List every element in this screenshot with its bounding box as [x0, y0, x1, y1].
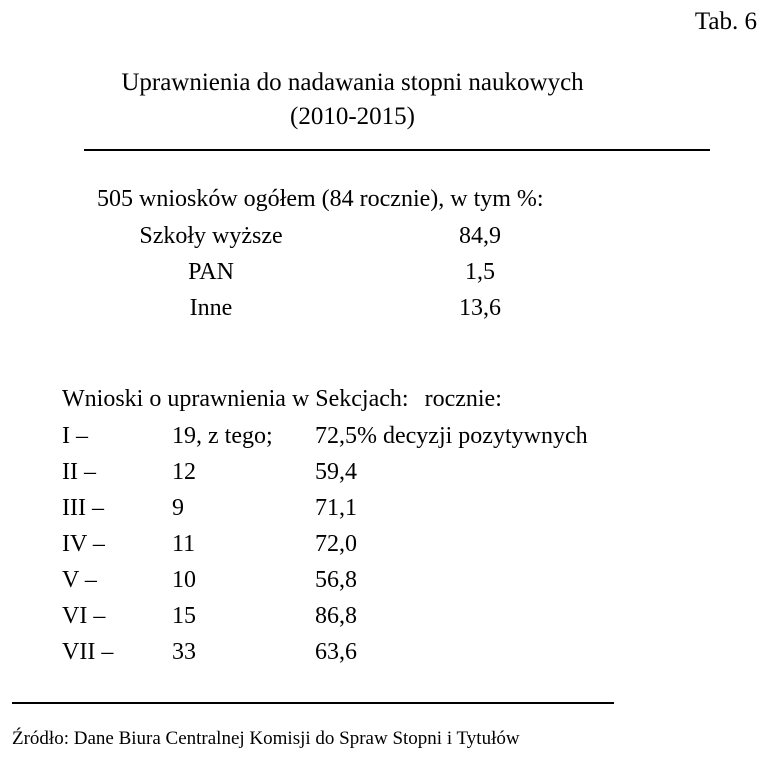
section-positive: 72,5% decyzji pozytywnych — [315, 423, 588, 449]
section-annual: 12 — [172, 459, 196, 485]
section-annual: 33 — [172, 639, 196, 665]
section-positive: 86,8 — [315, 603, 357, 629]
section-name: VI – — [62, 603, 106, 629]
section-annual: 19, z tego; — [172, 423, 273, 449]
bottom-divider — [12, 702, 614, 704]
section-annual: 15 — [172, 603, 196, 629]
section-annual: 9 — [172, 495, 184, 521]
section-name: I – — [62, 423, 88, 449]
summary-row-value: 1,5 — [465, 259, 495, 285]
summary-row-value: 13,6 — [459, 295, 501, 321]
section-name: III – — [62, 495, 104, 521]
table-number-label: Tab. 6 — [694, 8, 757, 35]
summary-row-label: PAN — [188, 259, 234, 285]
summary-heading: 505 wniosków ogółem (84 rocznie), w tym %: — [97, 186, 544, 212]
section-annual: 11 — [172, 531, 196, 557]
title-line-1: Uprawnienia do nadawania stopni naukowych — [121, 69, 584, 96]
summary-row-label: Szkoły wyższe — [139, 223, 283, 249]
summary-row-value: 84,9 — [459, 223, 501, 249]
section-name: II – — [62, 459, 96, 485]
sections-heading-annual: rocznie: — [424, 386, 502, 412]
section-name: VII – — [62, 639, 114, 665]
top-divider — [84, 149, 710, 151]
section-positive: 71,1 — [315, 495, 357, 521]
title-line-2: (2010-2015) — [290, 103, 415, 130]
page-title — [0, 66, 705, 134]
section-name: IV – — [62, 531, 105, 557]
section-annual: 10 — [172, 567, 196, 593]
summary-row-label: Inne — [189, 295, 233, 321]
sections-heading — [62, 386, 502, 413]
sections-heading-label: Wnioski o uprawnienia w Sekcjach: — [62, 386, 409, 412]
section-positive: 72,0 — [315, 531, 357, 557]
section-positive: 59,4 — [315, 459, 357, 485]
section-name: V – — [62, 567, 97, 593]
section-positive: 56,8 — [315, 567, 357, 593]
section-positive: 63,6 — [315, 639, 357, 665]
source-note: Źródło: Dane Biura Centralnej Komisji do Spraw Stopni i Tytułów — [12, 728, 520, 749]
